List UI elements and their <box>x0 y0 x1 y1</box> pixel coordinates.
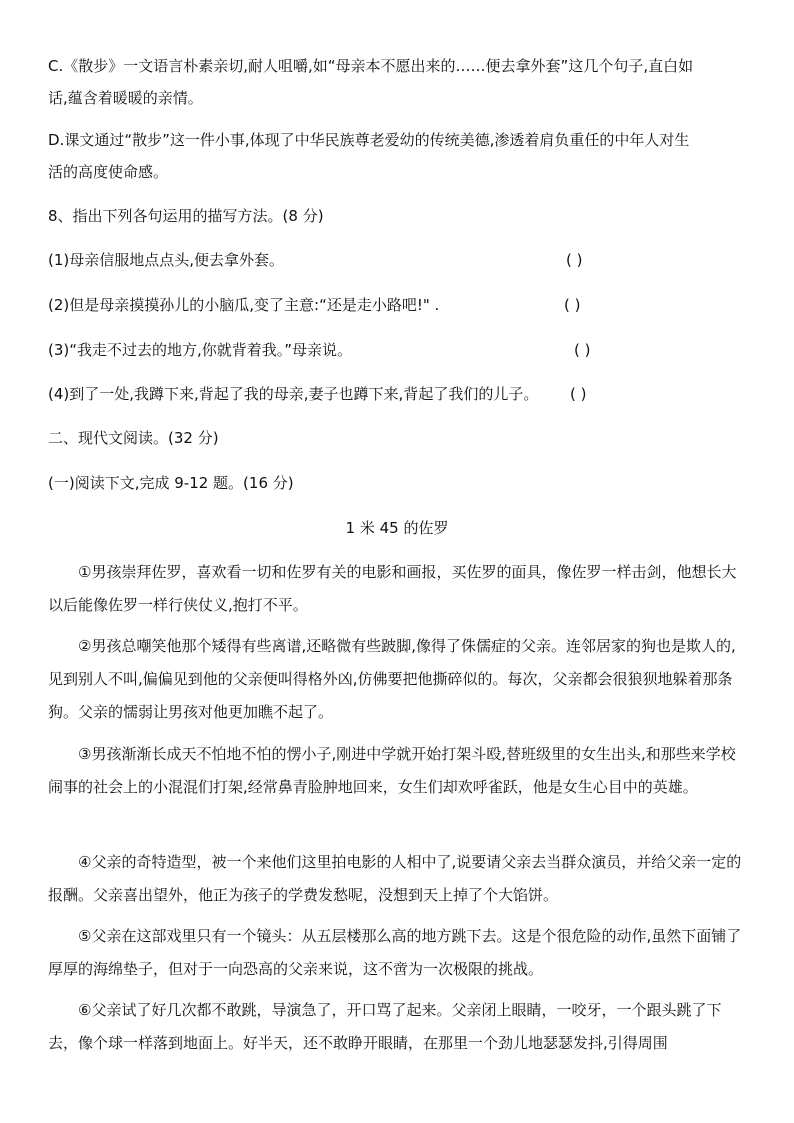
section-2-header: 二、现代文阅读。(32 分) <box>48 429 219 447</box>
option-c-line-1: C.《散步》一文语言朴素亲切,耐人咀嚼,如“母亲本不愿出来的……便去拿外套”这几个句子,直白如 <box>48 57 694 75</box>
passage-paragraph-4: ④父亲的奇特造型，被一个来他们这里拍电影的人相中了,说要请父亲去当群众演员，并给父亲一定的报酬。父亲喜出望外，他正为孩子的学费发愁呢，没想到天上掉了个大馅饼。 <box>48 853 742 904</box>
option-d-line-2: 活的高度使命感。 <box>48 163 169 181</box>
question-8-header: 8、指出下列各句运用的描写方法。(8 分) <box>48 207 324 225</box>
question-8-item-4: (4)到了一处,我蹲下来,背起了我的母亲,妻子也蹲下来,背起了我们的儿子。 <box>48 385 539 403</box>
option-d-line-1: D.课文通过“散步”这一件小事,体现了中华民族尊老爱幼的传统美德,渗透着肩负重任的中年人对生 <box>48 131 690 149</box>
answer-blank-3[interactable]: ( ) <box>574 341 591 359</box>
answer-blank-2[interactable]: ( ) <box>564 296 581 314</box>
passage-paragraph-2: ②男孩总嘲笑他那个矮得有些离谱,还略微有些跛脚,像得了侏儒症的父亲。连邻居家的狗也是欺人的,见到别人不叫,偏偏见到他的父亲便叫得格外凶,仿佛要把他撕碎似的。每次，父亲都会很狼狈地躲着那条狗。父亲的懦弱让男孩对他更加瞧不起了。 <box>48 637 736 721</box>
passage-paragraph-1: ①男孩崇拜佐罗，喜欢看一切和佐罗有关的电影和画报，买佐罗的面具，像佐罗一样击剑，他想长大以后能像佐罗一样行侠仗义,抱打不平。 <box>48 563 737 614</box>
passage-paragraph-3: ③男孩渐渐长成天不怕地不怕的愣小子,刚进中学就开始打架斗殴,替班级里的女生出头,和那些来学校闹事的社会上的小混混们打架,经常鼻青脸肿地回来，女生们却欢呼雀跃，他是女生心目中的英雄。 <box>48 745 736 796</box>
question-8-item-1: (1)母亲信服地点点头,便去拿外套。 <box>48 251 285 269</box>
question-8-item-2: (2)但是母亲摸摸孙儿的小脑瓜,变了主意:“还是走小路吧!" . <box>48 296 440 314</box>
answer-blank-1[interactable]: ( ) <box>566 251 583 269</box>
answer-blank-4[interactable]: ( ) <box>570 385 587 403</box>
reading-subheader: (一)阅读下文,完成 9-12 题。(16 分) <box>48 474 294 492</box>
passage-paragraph-6: ⑥父亲试了好几次都不敢跳，导演急了，开口骂了起来。父亲闭上眼睛，一咬牙，一个跟头跳了下去，像个球一样落到地面上。好半天，还不敢睁开眼睛，在那里一个劲儿地瑟瑟发抖,引得周围 <box>48 1001 722 1052</box>
passage-title: 1 米 45 的佐罗 <box>345 519 449 537</box>
passage-paragraph-5: ⑤父亲在这部戏里只有一个镜头：从五层楼那么高的地方跳下去。这是个很危险的动作,虽然下面铺了厚厚的海绵垫子，但对于一向恐高的父亲来说，这不啻为一次极限的挑战。 <box>48 927 742 978</box>
option-c-line-2: 话,蕴含着暖暖的亲情。 <box>48 89 203 107</box>
question-8-item-3: (3)“我走不过去的地方,你就背着我。”母亲说。 <box>48 341 353 359</box>
